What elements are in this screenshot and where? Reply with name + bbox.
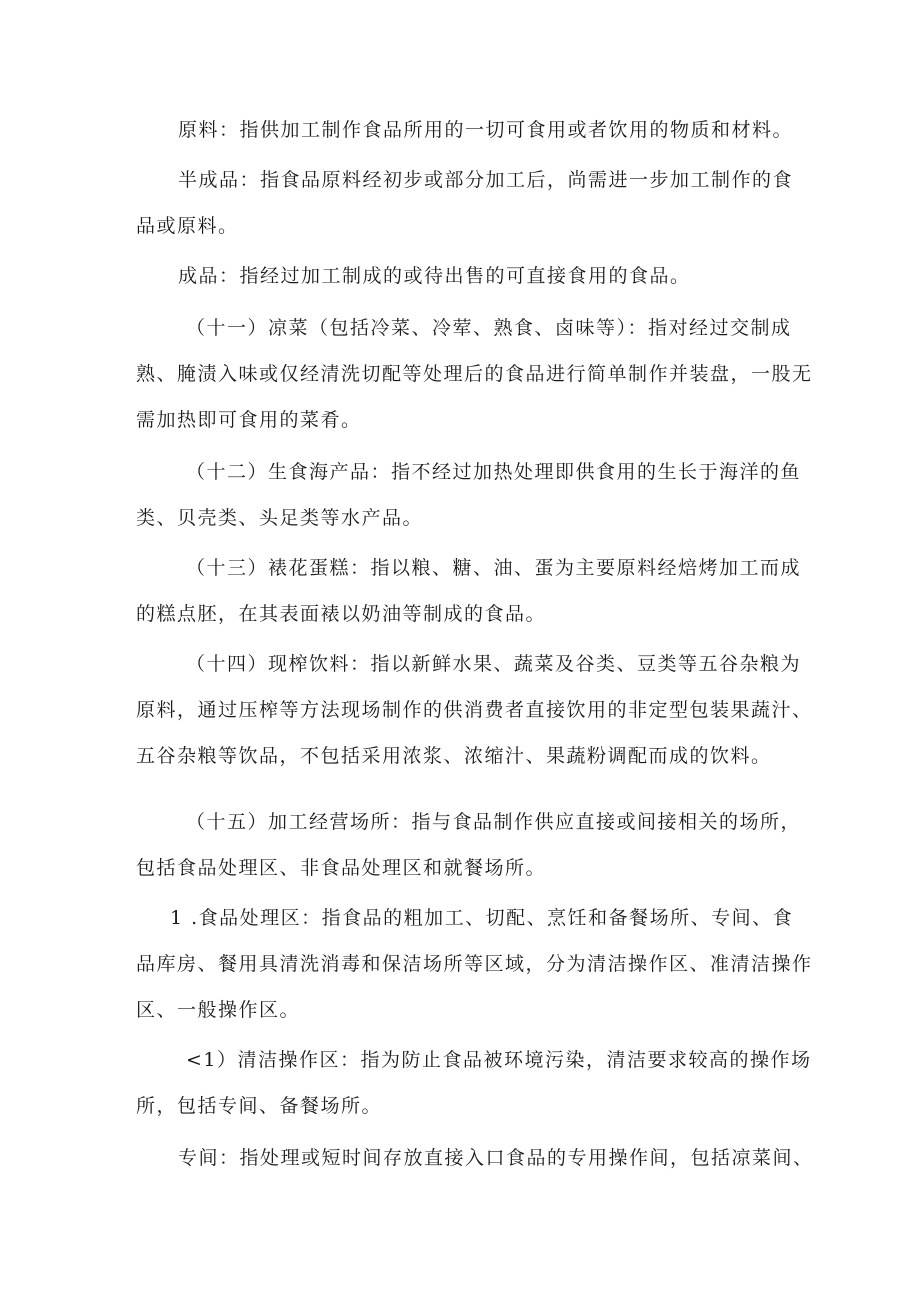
paragraph-14-line-2: 原料，通过压榨等方法现场制作的供消费者直接饮用的非定型包装果蔬汁、 xyxy=(136,699,813,721)
paragraph-food-area-line-3: 区、一般操作区。 xyxy=(136,999,301,1021)
paragraph-special-room: 专间：指处理或短时间存放直接入口食品的专用操作间，包括凉菜间、 xyxy=(178,1147,814,1169)
paragraph-13-line-2: 的糕点胚，在其表面裱以奶油等制成的食品。 xyxy=(136,603,547,625)
paragraph-15-line-2: 包括食品处理区、非食品处理区和就餐场所。 xyxy=(136,857,547,879)
paragraph-clean-area-line-1: <1）清洁操作区：指为防止食品被环境污染，清洁要求较高的操作场 xyxy=(186,1049,812,1071)
paragraph-semi-finished-line-2: 品或原料。 xyxy=(136,215,239,237)
paragraph-food-area-line-1: 1 .食品处理区：指食品的粗加工、切配、烹饪和备餐场所、专间、食 xyxy=(170,907,794,929)
paragraph-clean-area-line-2: 所，包括专间、备餐场所。 xyxy=(136,1095,383,1117)
paragraph-food-area-line-2: 品库房、餐用具清洗消毒和保洁场所等区域，分为清洁操作区、准清洁操作 xyxy=(136,953,813,975)
paragraph-13-line-1: （十三）裱花蛋糕：指以粮、糖、油、蛋为主要原料经焙烤加工而成 xyxy=(186,557,802,579)
paragraph-14-line-3: 五谷杂粮等饮品，不包括采用浓浆、浓缩汁、果蔬粉调配而成的饮料。 xyxy=(136,745,772,767)
paragraph-11-line-1: （十一）凉菜（包括冷菜、冷荤、熟食、卤味等）：指对经过交制成 xyxy=(186,317,792,339)
paragraph-raw-material: 原料：指供加工制作食品所用的一切可食用或者饮用的物质和材料。 xyxy=(178,119,794,141)
paragraph-15-line-1: （十五）加工经营场所：指与食品制作供应直接或间接相关的场所， xyxy=(186,811,802,833)
paragraph-14-line-1: （十四）现榨饮料：指以新鲜水果、蔬菜及谷类、豆类等五谷杂粮为 xyxy=(186,653,802,675)
paragraph-semi-finished-line-1: 半成品：指食品原料经初步或部分加工后，尚需进一步加工制作的食 xyxy=(178,169,794,191)
paragraph-11-line-3: 需加热即可食用的菜肴。 xyxy=(136,409,362,431)
paragraph-12-line-1: （十二）生食海产品：指不经过加热处理即供食用的生长于海洋的鱼 xyxy=(186,461,802,483)
paragraph-11-line-2: 熟、腌渍入味或仅经清洗切配等处理后的食品进行简单制作并装盘，一股无 xyxy=(136,363,813,385)
paragraph-12-line-2: 类、贝壳类、头足类等水产品。 xyxy=(136,507,424,529)
paragraph-finished-product: 成品：指经过加工制成的或待出售的可直接食用的食品。 xyxy=(178,265,691,287)
